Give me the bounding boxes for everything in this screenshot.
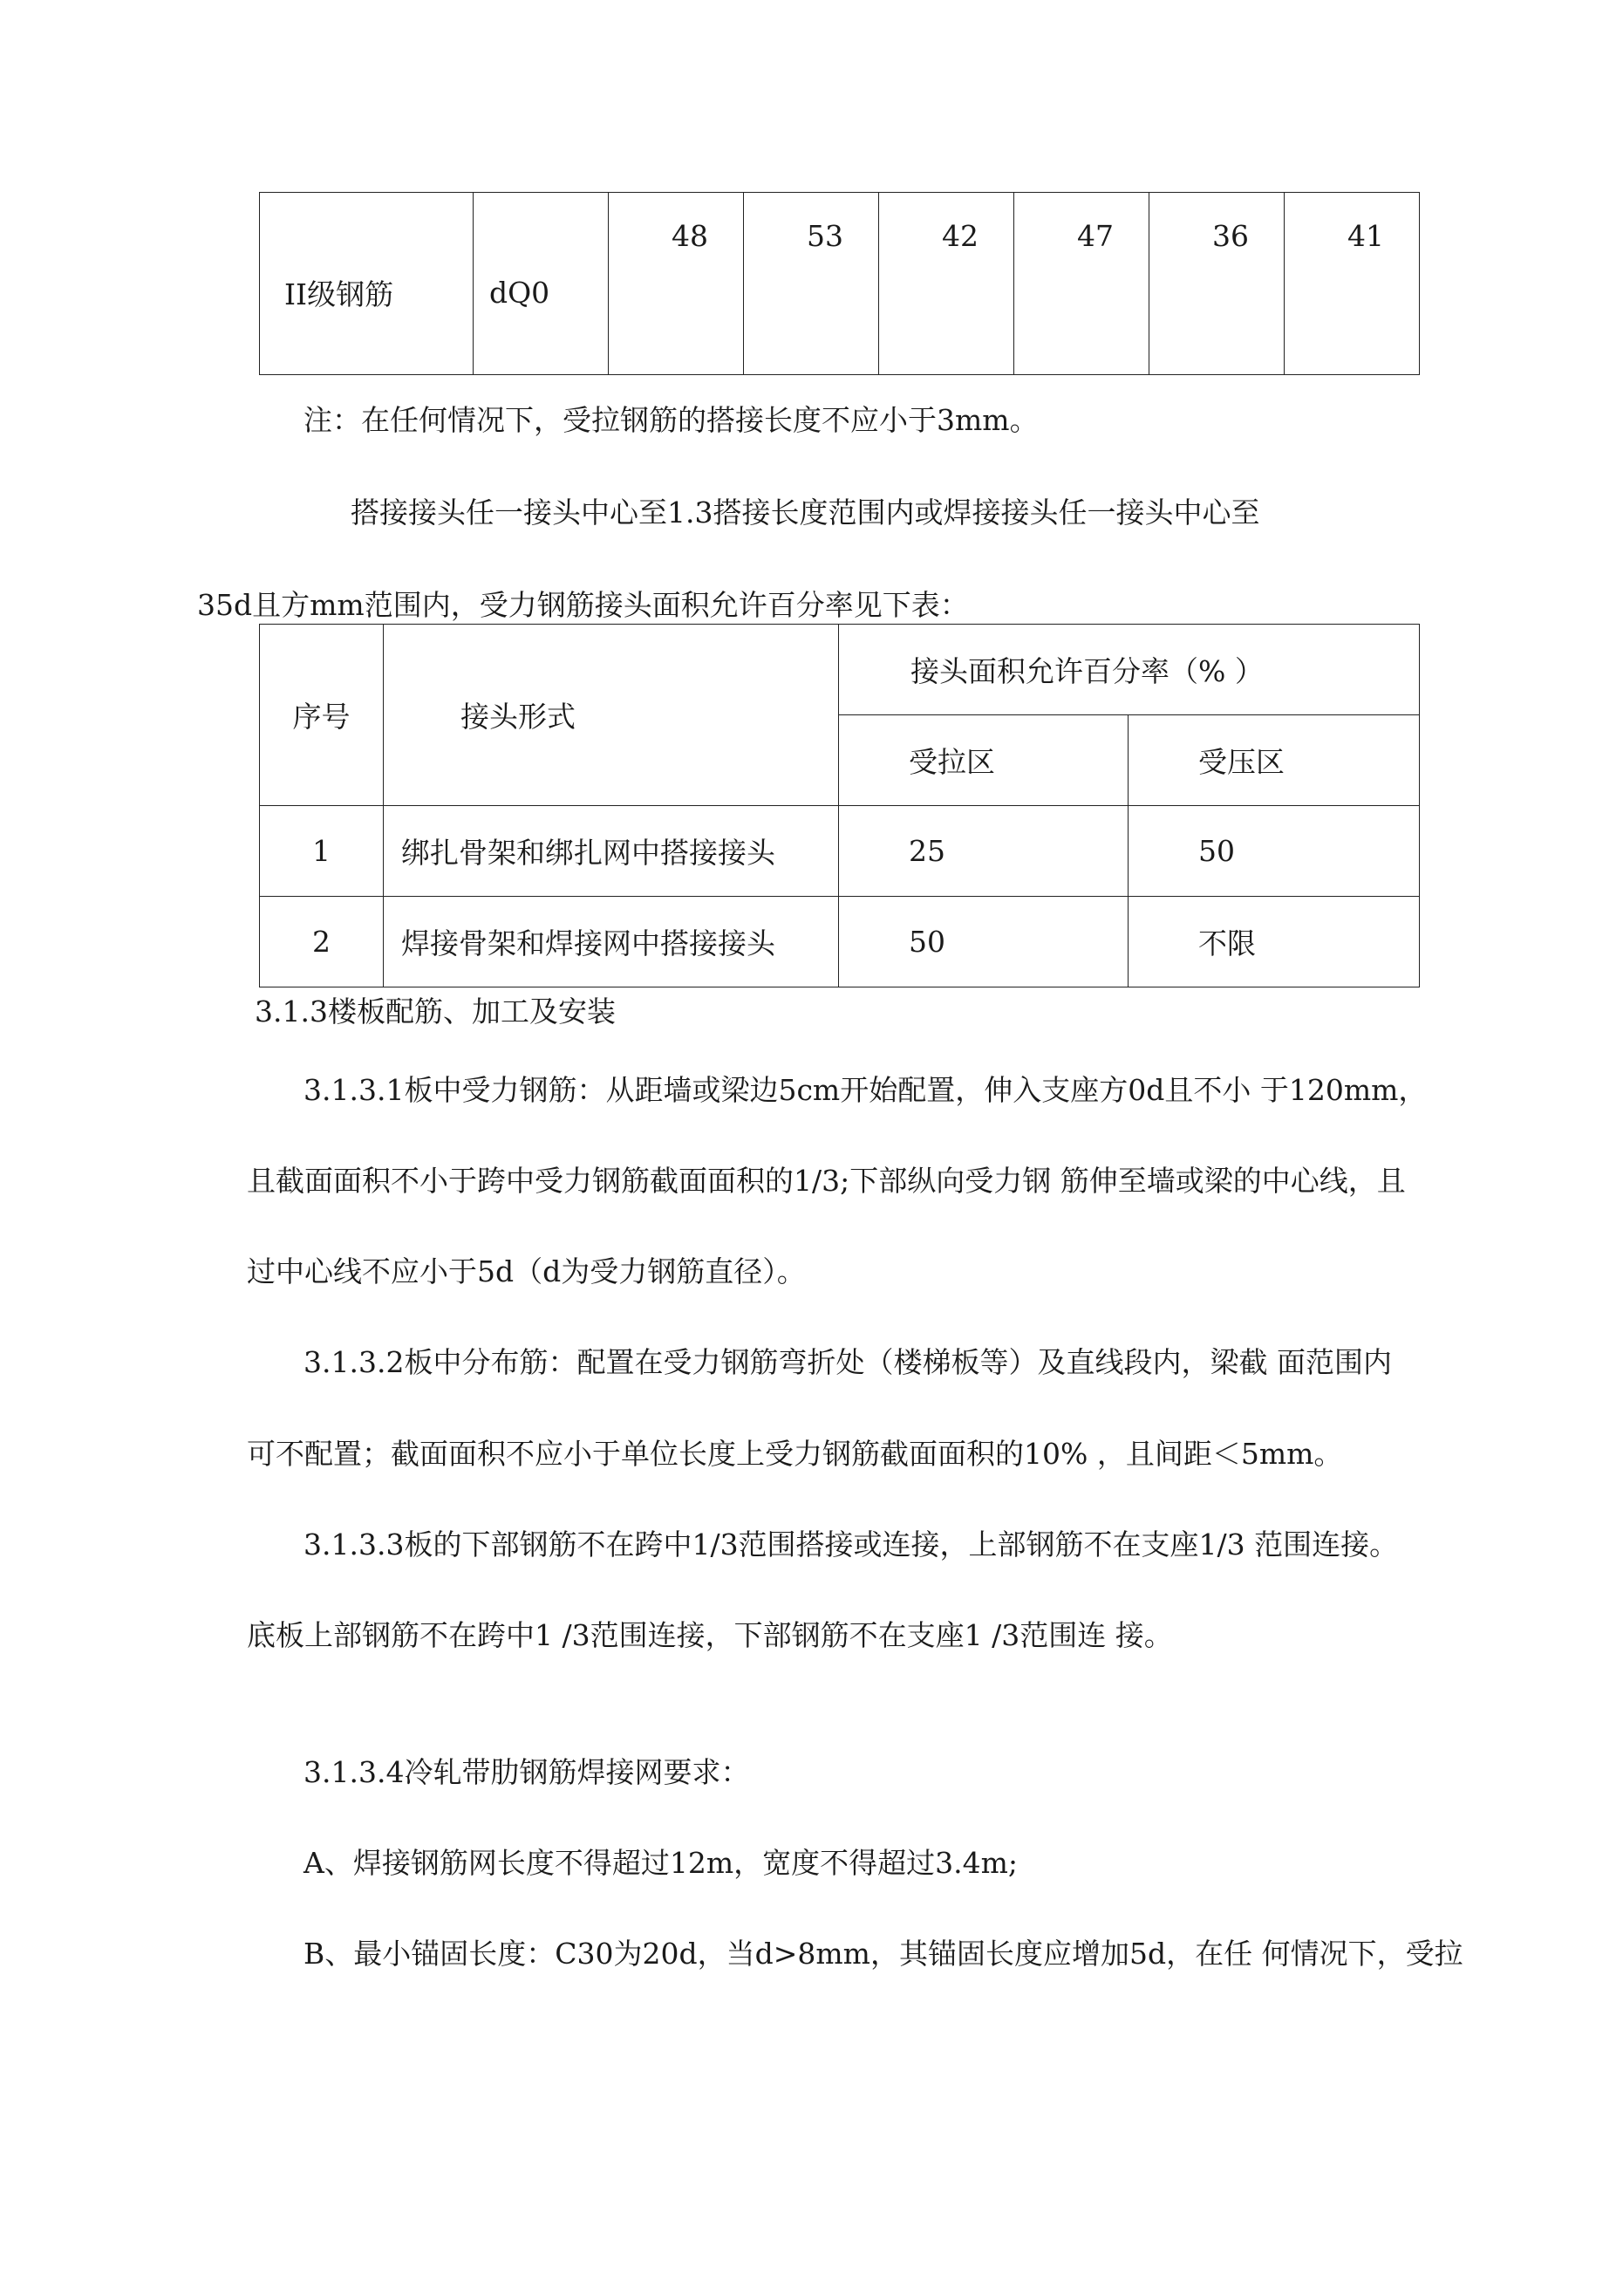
value-cell: 42 (879, 193, 1014, 375)
table-row (260, 806, 1420, 897)
joint-area-percentage-table (259, 624, 1420, 987)
row-index: 2 (260, 897, 384, 987)
joint-paragraph-line-2: 35d且方mm范围内，受力钢筋接头面积允许百分率见下表： (197, 588, 969, 622)
row-form: 绑扎骨架和绑扎网中搭接接头 (384, 806, 839, 897)
header-tension: 受拉区 (839, 715, 1129, 806)
paragraph-3-1-3-1-line-3: 过中心线不应小于5d（d为受力钢筋直径）。 (247, 1254, 806, 1288)
paragraph-3-1-3-3-line-2: 底板上部钢筋不在跨中1 /3范围连接，下部钢筋不在支座1 /3范围连 接。 (247, 1618, 1173, 1652)
row-compression: 50 (1129, 806, 1420, 897)
paragraph-3-1-3-1-line-2: 且截面面积不小于跨中受力钢筋截面面积的1/3;下部纵向受力钢 筋伸至墙或梁的中心线，且 (247, 1164, 1406, 1198)
rebar-lap-length-table (259, 192, 1420, 375)
rebar-symbol-cell: dQ0 (474, 193, 609, 375)
header-index: 序号 (260, 625, 384, 806)
section-heading: 3.1.3楼板配筋、加工及安装 (255, 994, 616, 1028)
value-cell: 47 (1014, 193, 1149, 375)
row-tension: 50 (839, 897, 1129, 987)
value-cell: 53 (744, 193, 879, 375)
value-cell: 41 (1285, 193, 1420, 375)
paragraph-3-1-3-4: 3.1.3.4冷轧带肋钢筋焊接网要求： (303, 1755, 750, 1789)
row-tension: 25 (839, 806, 1129, 897)
value-cell: 36 (1149, 193, 1285, 375)
paragraph-3-1-3-1-line-1: 3.1.3.1板中受力钢筋：从距墙或梁边5cm开始配置，伸入支座方0d且不小 于120mm， (303, 1073, 1428, 1107)
paragraph-3-1-3-2-line-2: 可不配置；截面面积不应小于单位长度上受力钢筋截面面积的10% ，且间距＜5mm。 (247, 1437, 1343, 1471)
header-form: 接头形式 (384, 625, 839, 806)
joint-paragraph-line-1: 搭接接头任一接头中心至1.3搭接长度范围内或焊接接头任一接头中心至 (351, 495, 1260, 530)
note-text: 注：在任何情况下，受拉钢筋的搭接长度不应小于3mm。 (303, 403, 1039, 437)
rebar-grade-cell: II级钢筋 (260, 193, 474, 375)
paragraph-3-1-3-3-line-1: 3.1.3.3板的下部钢筋不在跨中1/3范围搭接或连接，上部钢筋不在支座1/3 范围连接。 (303, 1527, 1399, 1561)
row-index: 1 (260, 806, 384, 897)
row-compression: 不限 (1129, 897, 1420, 987)
header-group: 接头面积允许百分率（% ） (839, 625, 1420, 715)
table-row (260, 897, 1420, 987)
paragraph-3-1-3-2-line-1: 3.1.3.2板中分布筋：配置在受力钢筋弯折处（楼梯板等）及直线段内，梁截 面范围内 (303, 1345, 1392, 1379)
paragraph-item-a: A、焊接钢筋网长度不得超过12m，宽度不得超过3.4m; (303, 1846, 1019, 1880)
value-cell: 48 (609, 193, 744, 375)
row-form: 焊接骨架和焊接网中搭接接头 (384, 897, 839, 987)
paragraph-item-b: B、最小锚固长度：C30为20d，当d>8mm，其锚固长度应增加5d，在任 何情况下，受拉 (303, 1937, 1463, 1971)
table-header-row (260, 625, 1420, 715)
header-compression: 受压区 (1129, 715, 1420, 806)
table-row (260, 193, 1420, 375)
